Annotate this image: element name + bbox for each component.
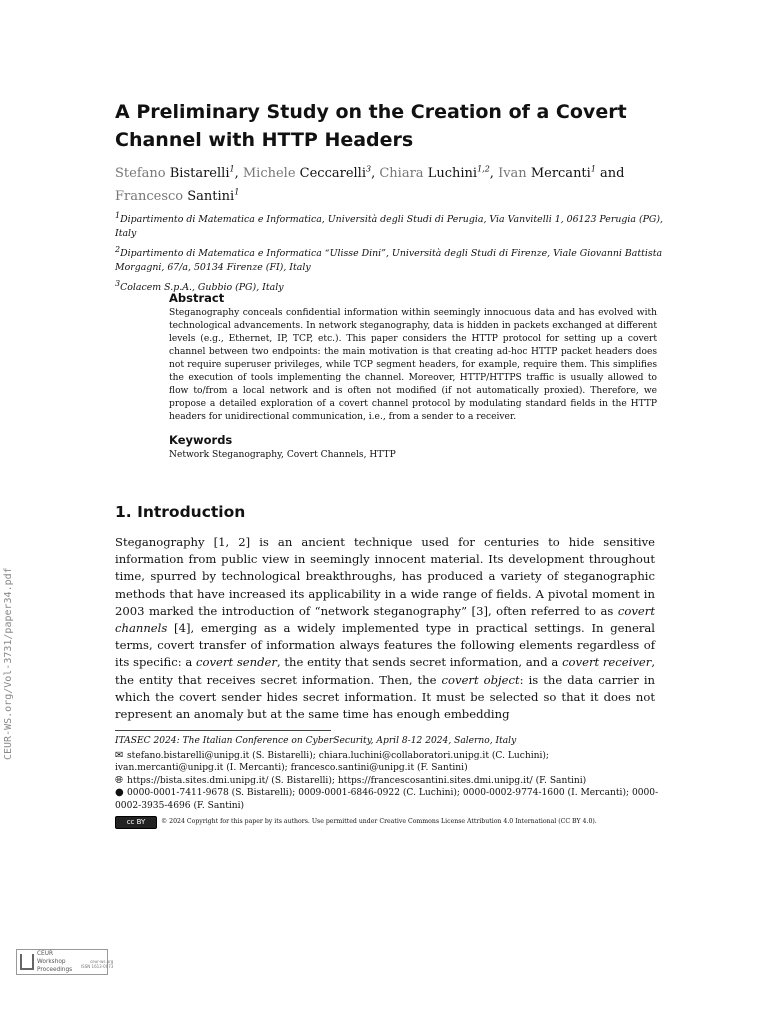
email-note bbox=[115, 750, 660, 775]
url-text[interactable]: https://bista.sites.dmi.unipg.it/ (S. Bistarelli); https://francescosantini.sites.dmi.unipg.it/ (F. Santini) bbox=[127, 775, 587, 786]
author-given-name: Francesco bbox=[115, 188, 184, 204]
globe-icon: 🌐︎ bbox=[115, 774, 123, 786]
url-note bbox=[115, 775, 660, 788]
keywords-text: Network Steganography, Covert Channels, HTTP bbox=[169, 450, 396, 460]
envelope-icon: ✉ bbox=[115, 749, 124, 761]
affiliation-mark: 3 bbox=[115, 279, 121, 289]
affiliation bbox=[115, 243, 675, 274]
ceur-logo bbox=[16, 949, 114, 975]
ceur-mark-icon bbox=[20, 954, 34, 970]
author-affiliation-mark: 1 bbox=[234, 187, 240, 197]
orcid-text[interactable]: 0000-0001-7411-9678 (S. Bistarelli); 0009-0001-6846-0922 (C. Luchini); 0000-0002-9774-1600 (I. Mercanti); 0000-0002-3935-4696 (F. Santini) bbox=[115, 788, 659, 811]
abstract-heading: Abstract bbox=[169, 291, 225, 305]
footnote-divider bbox=[115, 730, 331, 731]
paragraph-text: : is the data carrier in which the covert sender hides secret information. It must be selected so that it does not represent an anomaly but at the same time has enough embedding bbox=[115, 672, 656, 722]
orcid-note bbox=[115, 787, 660, 812]
license-note bbox=[115, 815, 675, 829]
author-separator: , bbox=[371, 166, 380, 182]
author bbox=[115, 189, 239, 204]
emphasized-term: covert channels bbox=[115, 603, 655, 636]
author-separator: and bbox=[595, 166, 625, 182]
author-given-name: Michele bbox=[242, 166, 296, 182]
footnotes bbox=[115, 735, 660, 813]
affiliation-text: Dipartimento di Matematica e Informatica, Università degli Studi di Perugia, Via Vanvitelli 1, 06123 Perugia (PG), Italy bbox=[115, 214, 664, 239]
abstract-section bbox=[169, 291, 657, 424]
license-text: © 2024 Copyright for this paper by its authors. Use permitted under Creative Commons License Attribution 4.0 International (CC BY 4.0). bbox=[161, 818, 597, 825]
affiliation-mark: 1 bbox=[115, 211, 121, 220]
title-line: Channel with HTTP Headers bbox=[115, 129, 414, 151]
cc-by-badge-icon[interactable]: cc BY bbox=[115, 816, 157, 829]
affiliation-list bbox=[115, 209, 675, 298]
author-given-name: Stefano bbox=[115, 166, 166, 182]
author-given-name: Chiara bbox=[379, 166, 424, 182]
author-family-name: Bistarelli bbox=[169, 166, 230, 182]
abstract-text: Steganography conceals confidential information within seemingly innocuous data and has evolved with technological advancements. In network steganography, data is hidden in packets exchanged at different levels (e.g., Ethernet, IP, TCP, etc.). This paper considers the HTTP protocol for setting up a covert channel between two endpoints: the main motivation is that creating ad-hoc HTTP packet headers does not require superuser privileges, while TCP segment headers, for example, require them. This simplifies the execution of tools implementing the channel. Moreover, HTTP/HTTPS traffic is usually allowed to flow to/from a local network and is often not modified (if not automatically proxied). Therefore, we propose a detailed exploration of a covert channel protocol by modulating standard fields in the HTTP headers for unidirectional communication, i.e., from a sender to a receiver. bbox=[169, 308, 657, 422]
keywords-heading: Keywords bbox=[169, 433, 233, 447]
author-separator: , bbox=[234, 166, 243, 182]
author-family-name: Mercanti bbox=[530, 166, 591, 182]
author bbox=[243, 166, 380, 181]
author-given-name: Ivan bbox=[498, 166, 527, 182]
emphasized-term: covert sender bbox=[196, 655, 277, 670]
paper-title bbox=[115, 98, 675, 154]
affiliation-mark: 2 bbox=[115, 245, 121, 255]
author bbox=[498, 166, 624, 181]
emphasized-term: covert receiver bbox=[562, 655, 652, 670]
introduction-paragraph bbox=[115, 534, 655, 723]
author-affiliation-mark: 1,2 bbox=[477, 165, 490, 174]
author-list bbox=[115, 161, 675, 206]
ceur-logo-text: CEUR Workshop Proceedings bbox=[37, 951, 73, 973]
affiliation bbox=[115, 209, 675, 240]
author-affiliation-mark: 1 bbox=[590, 165, 596, 174]
author-family-name: Ceccarelli bbox=[299, 166, 366, 182]
paragraph-text: , the entity that sends secret information, and a bbox=[276, 655, 563, 670]
author bbox=[379, 166, 498, 181]
author-affiliation-mark: 3 bbox=[366, 165, 372, 174]
author-family-name: Luchini bbox=[427, 166, 478, 182]
title-line: A Preliminary Study on the Creation of a Covert bbox=[115, 101, 627, 123]
keywords-section bbox=[169, 433, 657, 462]
email-text[interactable]: stefano.bistarelli@unipg.it (S. Bistarelli); chiara.luchini@collaboratori.unipg.it (C. Luchini); ivan.mercanti@unipg.it (I. Mercanti); francesco.santini@unipg.it (F. Santini) bbox=[115, 750, 549, 774]
paragraph-text: Steganography [1, 2] is an ancient technique used for centuries to hide sensitive information from public view in seemingly innocent material. Its development throughout time, spurred by technological breakthroughs, has produced a variety of steganographic methods that have increased its applicability in a wide range of fields. A pivotal moment in 2003 marked the introduction of “network steganography” [3], often referred to as bbox=[115, 535, 655, 618]
affiliation-text: Colacem S.p.A., Gubbio (PG), Italy bbox=[120, 282, 284, 294]
affiliation-text: Dipartimento di Matematica e Informatica “Ulisse Dini”, Università degli Studi di Firenze, Viale Giovanni Battista Morgagni, 67/a, 50134 Firenze (FI), Italy bbox=[115, 248, 663, 273]
section-heading-introduction: 1. Introduction bbox=[115, 503, 246, 521]
author bbox=[115, 166, 243, 181]
paragraph-text: , the entity that receives secret information. Then, the bbox=[115, 655, 655, 687]
margin-url-stamp[interactable]: CEUR-WS.org/Vol-3731/paper34.pdf bbox=[3, 567, 14, 760]
conference-note: ITASEC 2024: The Italian Conference on CyberSecurity, April 8-12 2024, Salerno, Italy bbox=[115, 736, 517, 746]
emphasized-term: covert object bbox=[441, 672, 520, 687]
ceur-logo-issn: ceur-ws.org ISSN 1613-0073 bbox=[81, 959, 114, 969]
author-separator: , bbox=[489, 166, 499, 182]
orcid-icon: ● bbox=[115, 787, 124, 799]
author-affiliation-mark: 1 bbox=[229, 165, 235, 174]
paragraph-text: [4], emerging as a widely implemented type in practical settings. In general terms, covert transfer of information always features the following elements regardless of its specific: a bbox=[115, 621, 655, 670]
author-family-name: Santini bbox=[187, 188, 235, 204]
